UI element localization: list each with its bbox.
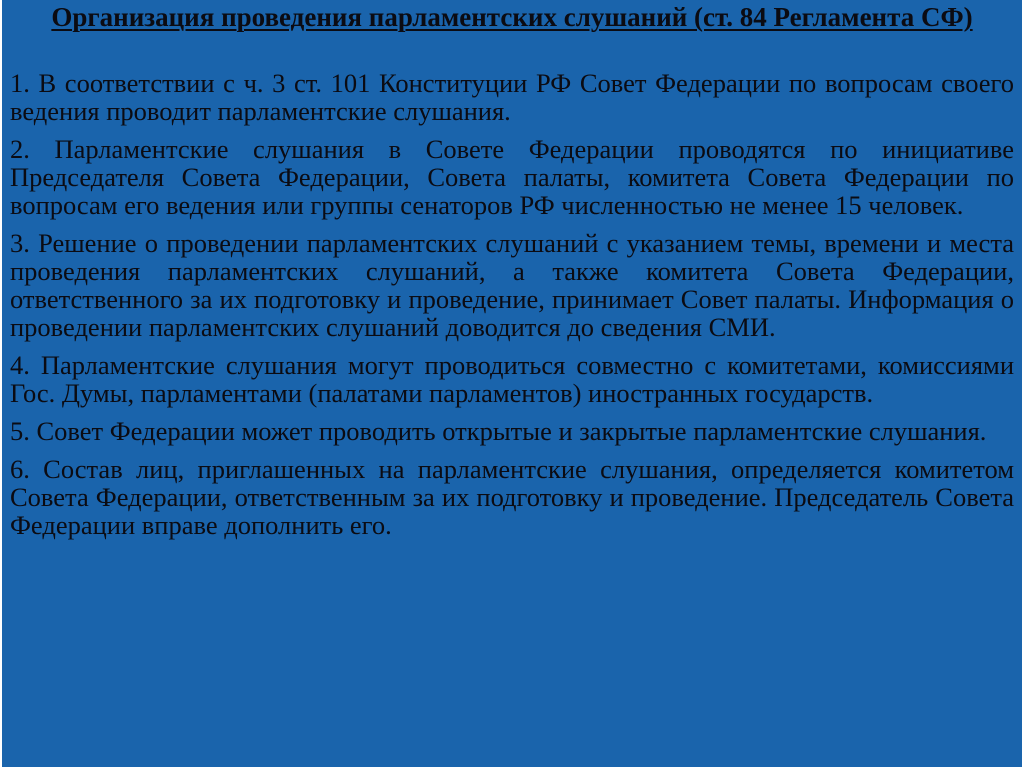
paragraph-item-6: 6. Состав лиц, приглашенных на парламентские слушания, определяется комитетом Совета Федерации, ответственным за их подготовку и проведение. Председатель Совета Федерации вправе дополнить его. <box>10 454 1014 540</box>
slide-title: Организация проведения парламентских слушаний (ст. 84 Регламента СФ) <box>51 2 973 32</box>
paragraph-item-4: 4. Парламентские слушания могут проводиться совместно с комитетами, комиссиями Гос. Думы, парламентами (палатами парламентов) иностранных государств. <box>10 350 1014 408</box>
paragraph-item-1: 1. В соответствии с ч. 3 ст. 101 Конституции РФ Совет Федерации по вопросам своего ведения проводит парламентские слушания. <box>10 68 1014 126</box>
paragraph-item-5: 5. Совет Федерации может проводить открытые и закрытые парламентские слушания. <box>10 416 987 446</box>
paragraph-item-2: 2. Парламентские слушания в Совете Федерации проводятся по инициативе Председателя Совета Федерации, Совета палаты, комитета Совета Федерации по вопросам его ведения или группы сенаторов РФ численностью не менее 15 человек. <box>10 134 1014 220</box>
paragraph-list <box>10 69 1014 549</box>
paragraph-item-3: 3. Решение о проведении парламентских слушаний с указанием темы, времени и места проведения парламентских слушаний, а также комитета Совета Федерации, ответственного за их подготовку и проведение, принимает Совет палаты. Информация о проведении парламентских слушаний доводится до сведения СМИ. <box>10 228 1014 342</box>
